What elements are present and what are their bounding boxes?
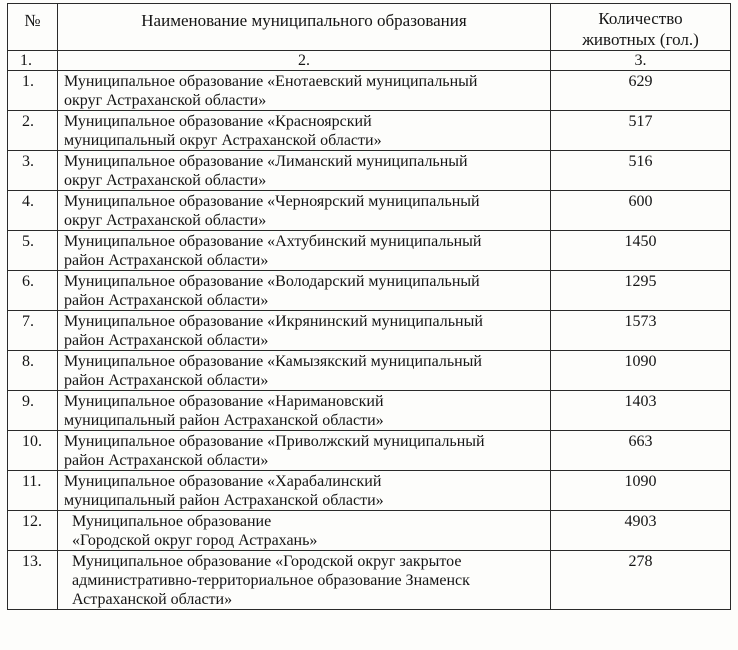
table-row: [8, 151, 731, 191]
table-header-row: [8, 4, 731, 51]
municipality-name: [58, 551, 551, 610]
row-number: 2.: [8, 111, 58, 151]
municipality-name: [58, 191, 551, 231]
header-municipality-name: Наименование муниципального образования: [58, 4, 551, 51]
animal-count: 1450: [551, 231, 731, 271]
column-number-1: 1.: [8, 51, 58, 71]
row-number: 1.: [8, 71, 58, 111]
row-number: 5.: [8, 231, 58, 271]
municipality-name: [58, 471, 551, 511]
municipality-name-line-1: Муниципальное образование «Камызякский муниципальный: [64, 353, 482, 370]
animal-count: 278: [551, 551, 731, 610]
municipality-name-line-2: округ Астраханской области»: [64, 172, 267, 189]
municipality-name-line-2: муниципальный район Астраханской области»: [64, 492, 384, 509]
row-number: 3.: [8, 151, 58, 191]
municipality-name-line-1: Муниципальное образование «Икрянинский муниципальный: [64, 313, 483, 330]
animal-count: 1090: [551, 351, 731, 391]
row-number: 9.: [8, 391, 58, 431]
municipality-name: [58, 511, 551, 551]
municipality-name-line-1: Муниципальное образование «Красноярский: [64, 113, 372, 130]
municipality-name-line-2: район Астраханской области»: [64, 452, 269, 469]
table-row: [8, 191, 731, 231]
table-row: [8, 391, 731, 431]
municipality-name-line-3: Астраханской области»: [72, 591, 233, 608]
municipality-name: [58, 231, 551, 271]
row-number: 12.: [8, 511, 58, 551]
row-number: 7.: [8, 311, 58, 351]
header-count-line1: Количество: [598, 9, 683, 28]
municipality-name: [58, 311, 551, 351]
table-row: [8, 471, 731, 511]
municipality-name-line-1: Муниципальное образование «Харабалинский: [64, 473, 382, 490]
animal-count: 517: [551, 111, 731, 151]
municipality-name-line-2: «Городской округ город Астрахань»: [72, 532, 318, 549]
animal-count: 1573: [551, 311, 731, 351]
row-number: 4.: [8, 191, 58, 231]
municipality-name-line-1: Муниципальное образование «Наримановский: [64, 393, 384, 410]
animals-count-table: [7, 3, 731, 610]
row-number: 11.: [8, 471, 58, 511]
header-count-line2: животных (гол.): [582, 30, 699, 49]
row-number: 8.: [8, 351, 58, 391]
table-row: [8, 231, 731, 271]
municipality-name: [58, 351, 551, 391]
column-number-2: 2.: [58, 51, 551, 71]
animal-count: 600: [551, 191, 731, 231]
animal-count: 516: [551, 151, 731, 191]
municipality-name-line-2: район Астраханской области»: [64, 332, 269, 349]
municipality-name: [58, 111, 551, 151]
municipality-name-line-1: Муниципальное образование «Енотаевский муниципальный: [64, 73, 478, 90]
municipality-name-line-2: округ Астраханской области»: [64, 212, 267, 229]
municipality-name-line-1: Муниципальное образование: [72, 513, 272, 530]
table-row: [8, 271, 731, 311]
header-animal-count: [551, 4, 731, 51]
municipality-name-line-2: муниципальный округ Астраханской области»: [64, 132, 382, 149]
table-row: [8, 511, 731, 551]
municipality-name-line-2: район Астраханской области»: [64, 372, 269, 389]
animal-count: 1403: [551, 391, 731, 431]
municipality-name: [58, 391, 551, 431]
table-row: [8, 351, 731, 391]
animal-count: 663: [551, 431, 731, 471]
row-number: 13.: [8, 551, 58, 610]
municipality-name: [58, 271, 551, 311]
municipality-name: [58, 431, 551, 471]
row-number: 6.: [8, 271, 58, 311]
column-number-3: 3.: [551, 51, 731, 71]
table-row: [8, 311, 731, 351]
animal-count: 4903: [551, 511, 731, 551]
municipality-name-line-1: Муниципальное образование «Лиманский муниципальный: [64, 153, 468, 170]
municipality-name-line-1: Муниципальное образование «Ахтубинский муниципальный: [64, 233, 482, 250]
animal-count: 629: [551, 71, 731, 111]
municipality-name-line-2: район Астраханской области»: [64, 252, 269, 269]
municipality-name: [58, 71, 551, 111]
table-row: [8, 71, 731, 111]
municipality-name-line-1: Муниципальное образование «Городской округ закрытое: [72, 553, 462, 570]
municipality-name-line-2: район Астраханской области»: [64, 292, 269, 309]
table-body: [8, 71, 731, 610]
municipality-name-line-2: округ Астраханской области»: [64, 92, 267, 109]
table-row: [8, 431, 731, 471]
municipality-name-line-1: Муниципальное образование «Черноярский муниципальный: [64, 193, 480, 210]
municipality-name-line-1: Муниципальное образование «Володарский муниципальный: [64, 273, 480, 290]
animal-count: 1090: [551, 471, 731, 511]
animal-count: 1295: [551, 271, 731, 311]
header-number: №: [8, 4, 58, 51]
municipality-name: [58, 151, 551, 191]
row-number: 10.: [8, 431, 58, 471]
column-numbers-row: [8, 51, 731, 71]
municipality-name-line-2: административно-территориальное образование Знаменск: [72, 572, 470, 589]
table-row: [8, 111, 731, 151]
municipality-name-line-1: Муниципальное образование «Приволжский муниципальный: [64, 433, 485, 450]
table-row: [8, 551, 731, 610]
municipality-name-line-2: муниципальный район Астраханской области»: [64, 412, 384, 429]
